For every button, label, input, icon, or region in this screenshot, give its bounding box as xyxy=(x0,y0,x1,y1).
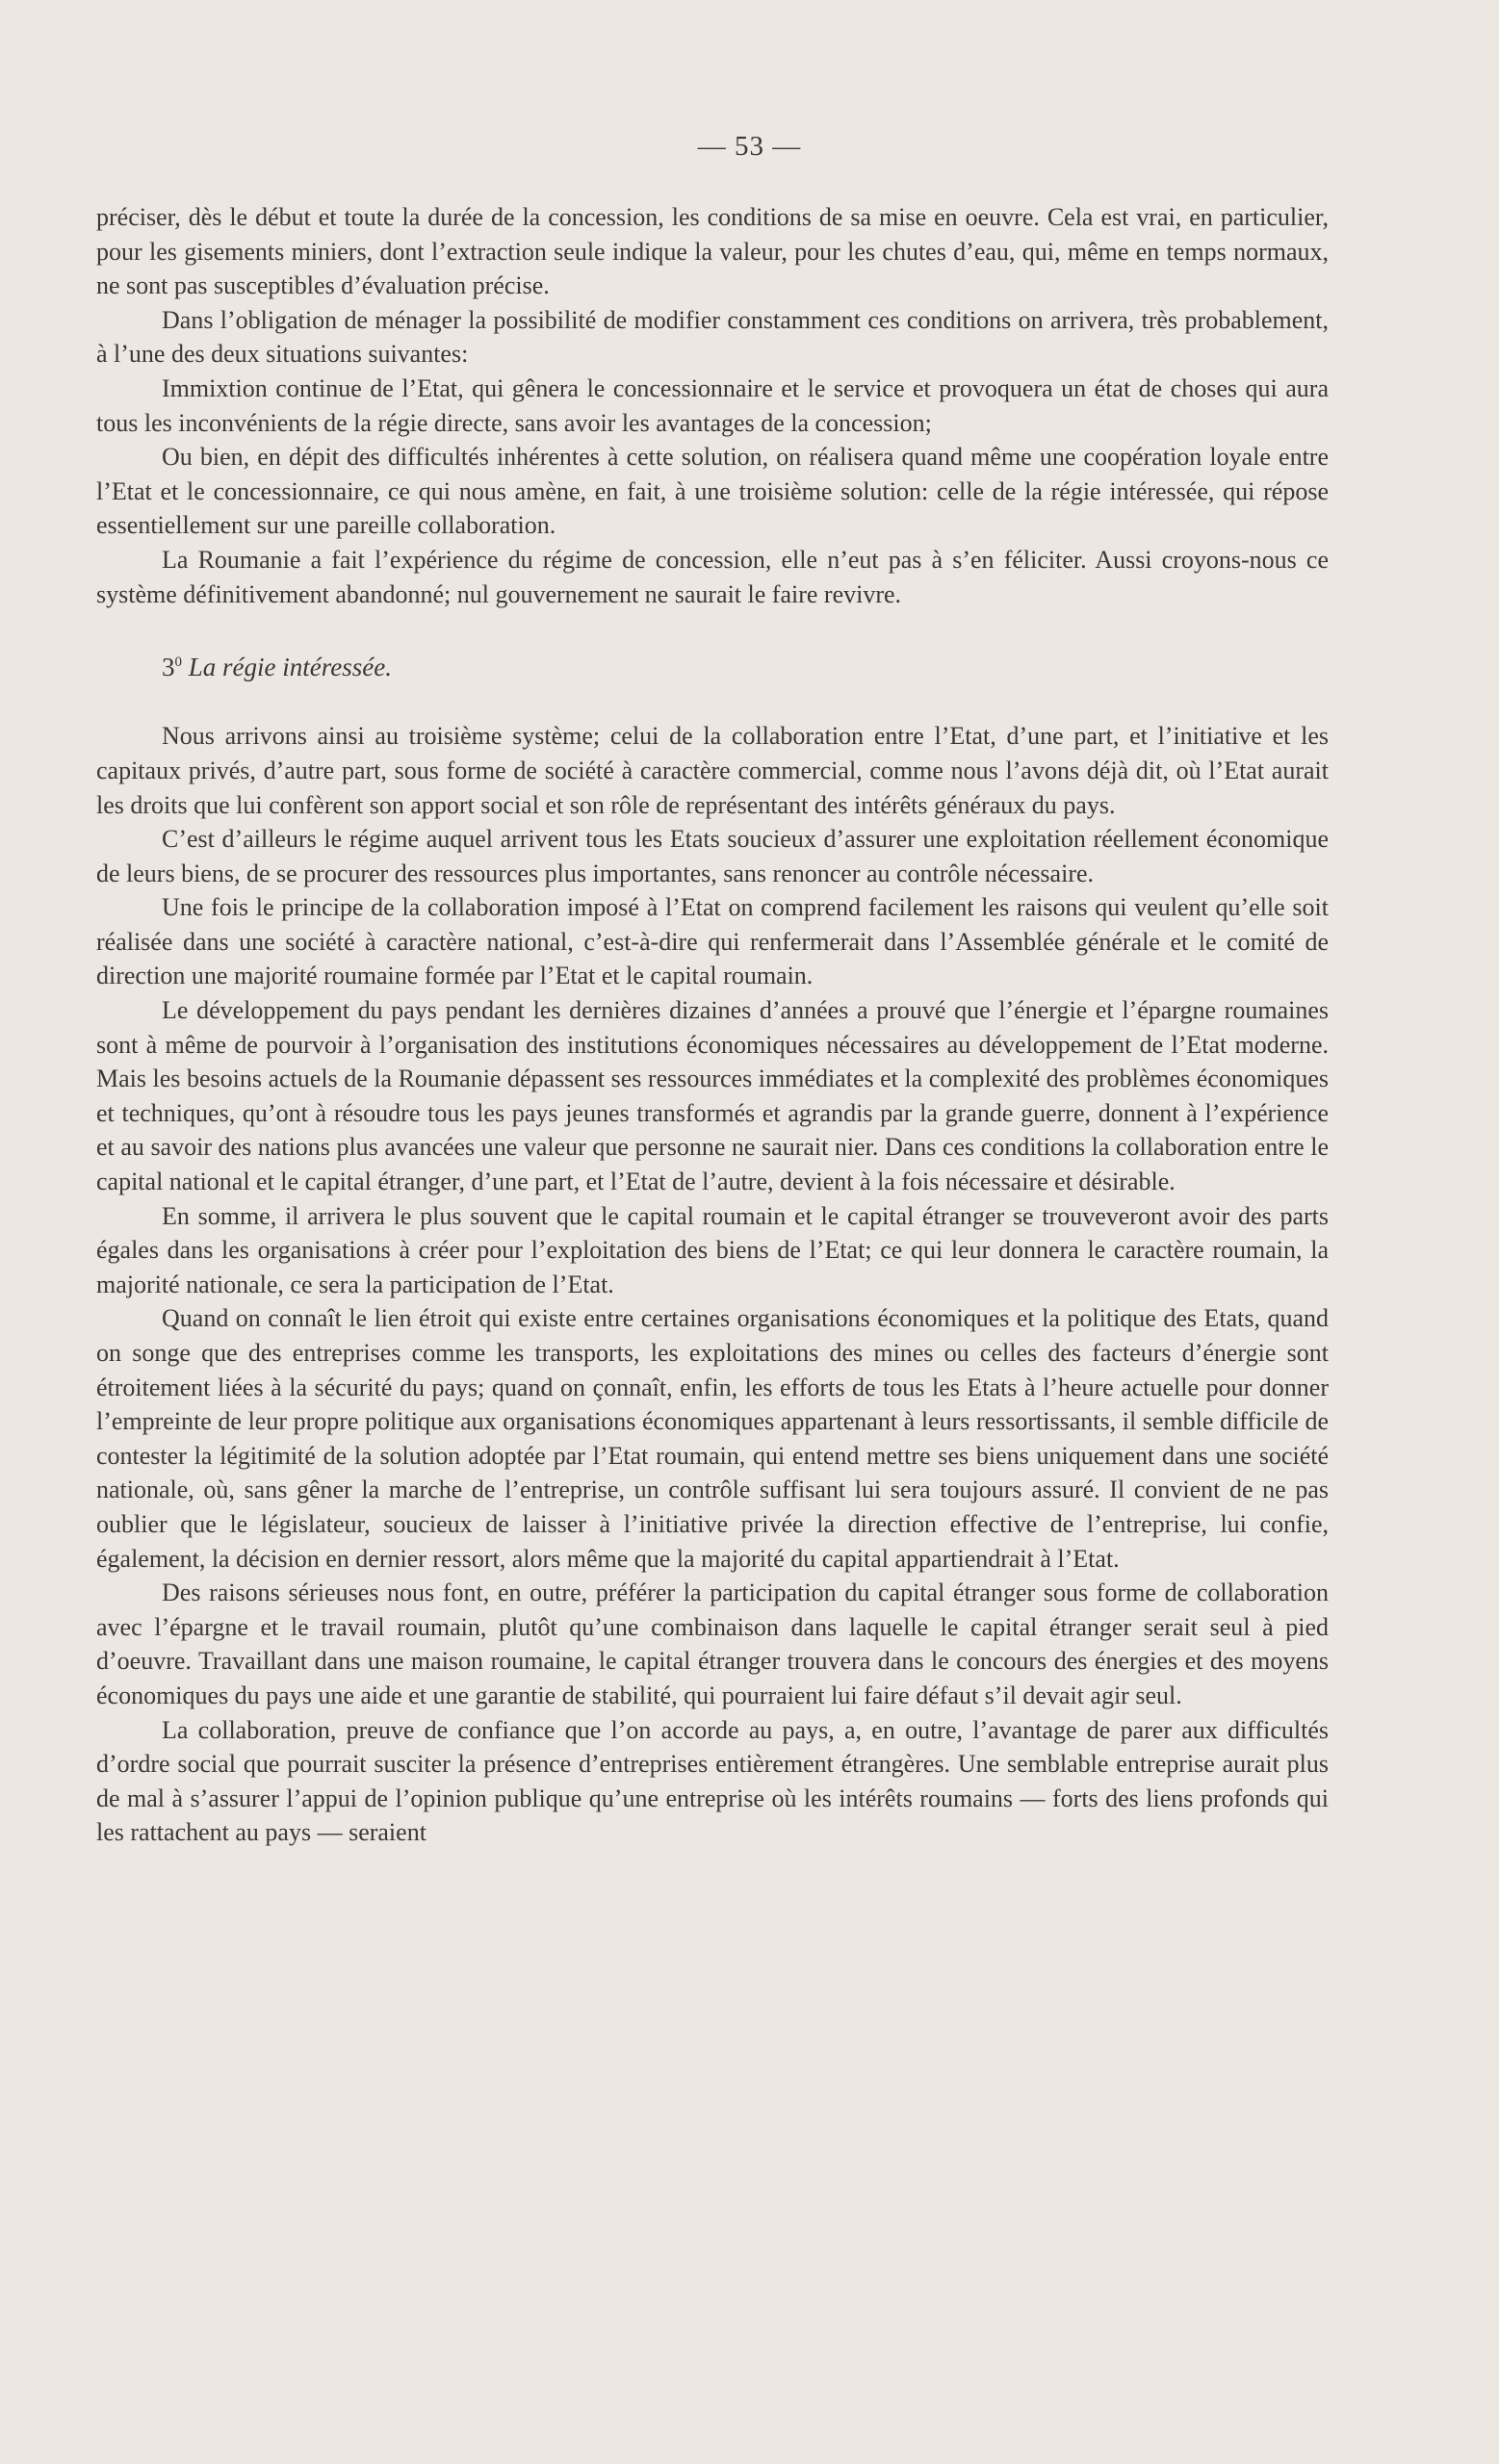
page-number: — 53 — xyxy=(697,131,802,162)
section-number-value: 3 xyxy=(162,652,175,681)
paragraph: Des raisons sérieuses nous font, en outre, préférer la participation du capital étranger sous forme de collaboration avec l’épargne et le travail roumain, plutôt qu’une combinaison dans laquelle le capital étranger serait seul à pied d’oeuvre. Travaillant dans une maison roumaine, le capital étranger trouvera dans le concours des énergies et des moyens économiques du pays une aide et une garantie de stabilité, qui pourraient lui faire défaut s’il devait agir seul. xyxy=(96,1578,1329,1709)
paragraph: La Roumanie a fait l’expérience du régime de concession, elle n’eut pas à s’en féliciter. Aussi croyons-nous ce système définitivement abandonné; nul gouvernement ne saurait le faire revivre. xyxy=(96,545,1329,608)
section-spacer xyxy=(96,611,1329,646)
section-title: La régie intéressée. xyxy=(188,652,392,681)
page-body xyxy=(96,200,1329,1850)
paragraph: La collaboration, preuve de confiance que l’on accorde au pays, a, en outre, l’avantage de parer aux difficultés d’ordre social que pourrait susciter la présence d’entreprises entièrement étrangères. Une semblable entreprise aurait plus de mal à s’assurer l’appui de l’opinion publique qu’une entreprise où les intérêts roumains — forts des liens profonds qui les rattachent au pays — seraient xyxy=(96,1715,1329,1847)
paragraph: Dans l’obligation de ménager la possibilité de modifier constamment ces conditions on arrivera, très probablement, à l’une des deux situations suivantes: xyxy=(96,305,1329,369)
section-spacer xyxy=(96,684,1329,719)
paragraph: Le développement du pays pendant les dernières dizaines d’années a prouvé que l’énergie et l’épargne roumaines sont à même de pourvoir à l’organisation des institutions économiques nécessaires au développement de l’Etat moderne. Mais les besoins actuels de la Roumanie dépassent ses ressources immédiates et la complexité des problèmes économiques et techniques, qu’ont à résoudre tous les pays jeunes transformés et agrandis par la grande guerre, donnent à l’expérience et au savoir des nations plus avancées une valeur que personne ne saurait nier. Dans ces conditions la collaboration entre le capital national et le capital étranger, d’une part, et l’Etat de l’autre, devient à la fois nécessaire et désirable. xyxy=(96,996,1329,1196)
paragraph: C’est d’ailleurs le régime auquel arrivent tous les Etats soucieux d’assurer une exploitation réellement économique de leurs biens, de se procurer des ressources plus importantes, sans renoncer au contrôle nécessaire. xyxy=(96,825,1329,887)
paragraph: Une fois le principe de la collaboration imposé à l’Etat on comprend facilement les raisons qui veulent qu’elle soit réalisée dans une société à caractère national, c’est-à-dire qui renfermerait dans l’Assemblée générale et le comité de direction une majorité roumaine formée par l’Etat et le capital roumain. xyxy=(96,893,1329,990)
paragraph: En somme, il arrivera le plus souvent que le capital roumain et le capital étranger se trouveveront avoir des parts égales dans les organisations à créer pour l’exploitation des biens de l’Etat; ce qui leur donnera le caractère roumain, la majorité nationale, ce sera la participation de l’Etat. xyxy=(96,1201,1329,1298)
paragraph: Immixtion continue de l’Etat, qui gênera le concessionnaire et le service et provoquera un état de choses qui aura tous les inconvénients de la régie directe, sans avoir les avantages de la concession; xyxy=(96,373,1329,437)
section-number xyxy=(162,653,182,681)
section-number-degree: 0 xyxy=(174,654,182,670)
paragraph: Nous arrivons ainsi au troisième système; celui de la collaboration entre l’Etat, d’une part, et l’initiative et les capitaux privés, d’autre part, sous forme de société à caractère commercial, comme nous l’avons déjà dit, où l’Etat aurait les droits que lui confèrent son apport social et son rôle de représentant des intérêts généraux du pays. xyxy=(96,722,1329,819)
paragraph: préciser, dès le début et toute la durée de la concession, les conditions de sa mise en oeuvre. Cela est vrai, en particulier, pour les gisements miniers, dont l’extraction seule indique la valeur, pour les chutes d’eau, qui, même en temps normaux, ne sont pas susceptibles d’évaluation précise. xyxy=(96,203,1329,300)
section-heading xyxy=(96,646,1329,685)
paragraph: Quand on connaît le lien étroit qui existe entre certaines organisations économiques et la politique des Etats, quand on songe que des entreprises comme les transports, les exploitations des mines ou celles des facteurs d’énergie sont étroitement liées à la sécurité du pays; quand on çonnaît, enfin, les efforts de tous les Etats à l’heure actuelle pour donner l’empreinte de leur propre politique aux organisations économiques appartenant à leurs ressortissants, il semble difficile de contester la légitimité de la solution adoptée par l’Etat roumain, qui entend mettre ses biens uniquement dans une société nationale, où, sans gêner la marche de l’entreprise, un contrôle suffisant lui sera toujours assuré. Il convient de ne pas oublier que le législateur, soucieux de laisser à l’initiative privée la direction effective de l’entreprise, lui confie, également, la décision en dernier ressort, alors même que la majorité du capital appartiendrait à l’Etat. xyxy=(96,1304,1329,1573)
paragraph: Ou bien, en dépit des difficultés inhérentes à cette solution, on réalisera quand même une coopération loyale entre l’Etat et le concessionnaire, ce qui nous amène, en fait, à une troisième solution: celle de la régie intéressée, qui répose essentiellement sur une pareille collaboration. xyxy=(96,443,1329,540)
